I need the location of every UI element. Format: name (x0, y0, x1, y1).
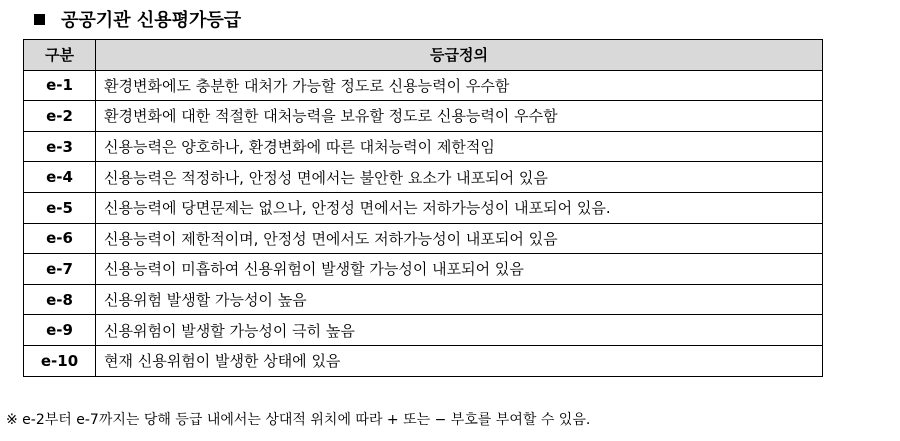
table-row (24, 101, 823, 132)
section-title: 공공기관 신용평가등급 (61, 10, 242, 31)
definition-cell: 신용능력은 양호하나, 환경변화에 따른 대처능력이 제한적임 (96, 131, 823, 162)
table-row (24, 315, 823, 346)
footnote: ※ e-2부터 e-7까지는 당해 등급 내에서는 상대적 위치에 따라 + 또는 − 부호를 부여할 수 있음. (6, 412, 591, 428)
definition-cell: 환경변화에 대한 적절한 대처능력을 보유할 정도로 신용능력이 우수함 (96, 101, 823, 132)
grade-cell: e-5 (24, 192, 96, 223)
grade-cell: e-3 (24, 131, 96, 162)
table-header-row (24, 40, 823, 71)
table-row (24, 284, 823, 315)
table-row (24, 192, 823, 223)
definition-cell: 신용위험 발생할 가능성이 높음 (96, 284, 823, 315)
credit-grade-table (23, 39, 823, 377)
table-row (24, 254, 823, 285)
table-row (24, 162, 823, 193)
grade-cell: e-2 (24, 101, 96, 132)
definition-cell: 신용능력이 미흡하여 신용위험이 발생할 가능성이 내포되어 있음 (96, 254, 823, 285)
table-row (24, 131, 823, 162)
column-header-grade: 구분 (24, 40, 96, 71)
column-header-definition: 등급정의 (96, 40, 823, 71)
definition-cell: 신용능력에 당면문제는 없으나, 안정성 면에서는 저하가능성이 내포되어 있음. (96, 192, 823, 223)
table-row (24, 70, 823, 101)
table-row (24, 223, 823, 254)
grade-cell: e-1 (24, 70, 96, 101)
grade-cell: e-8 (24, 284, 96, 315)
definition-cell: 신용능력이 제한적이며, 안정성 면에서도 저하가능성이 내포되어 있음 (96, 223, 823, 254)
grade-cell: e-9 (24, 315, 96, 346)
definition-cell: 신용능력은 적정하나, 안정성 면에서는 불안한 요소가 내포되어 있음 (96, 162, 823, 193)
grade-cell: e-10 (24, 345, 96, 376)
square-bullet-icon (34, 14, 45, 25)
definition-cell: 환경변화에도 충분한 대처가 가능할 정도로 신용능력이 우수함 (96, 70, 823, 101)
section-heading (34, 6, 241, 32)
table-row (24, 345, 823, 376)
grade-cell: e-6 (24, 223, 96, 254)
definition-cell: 신용위험이 발생할 가능성이 극히 높음 (96, 315, 823, 346)
grade-cell: e-7 (24, 254, 96, 285)
definition-cell: 현재 신용위험이 발생한 상태에 있음 (96, 345, 823, 376)
grade-cell: e-4 (24, 162, 96, 193)
